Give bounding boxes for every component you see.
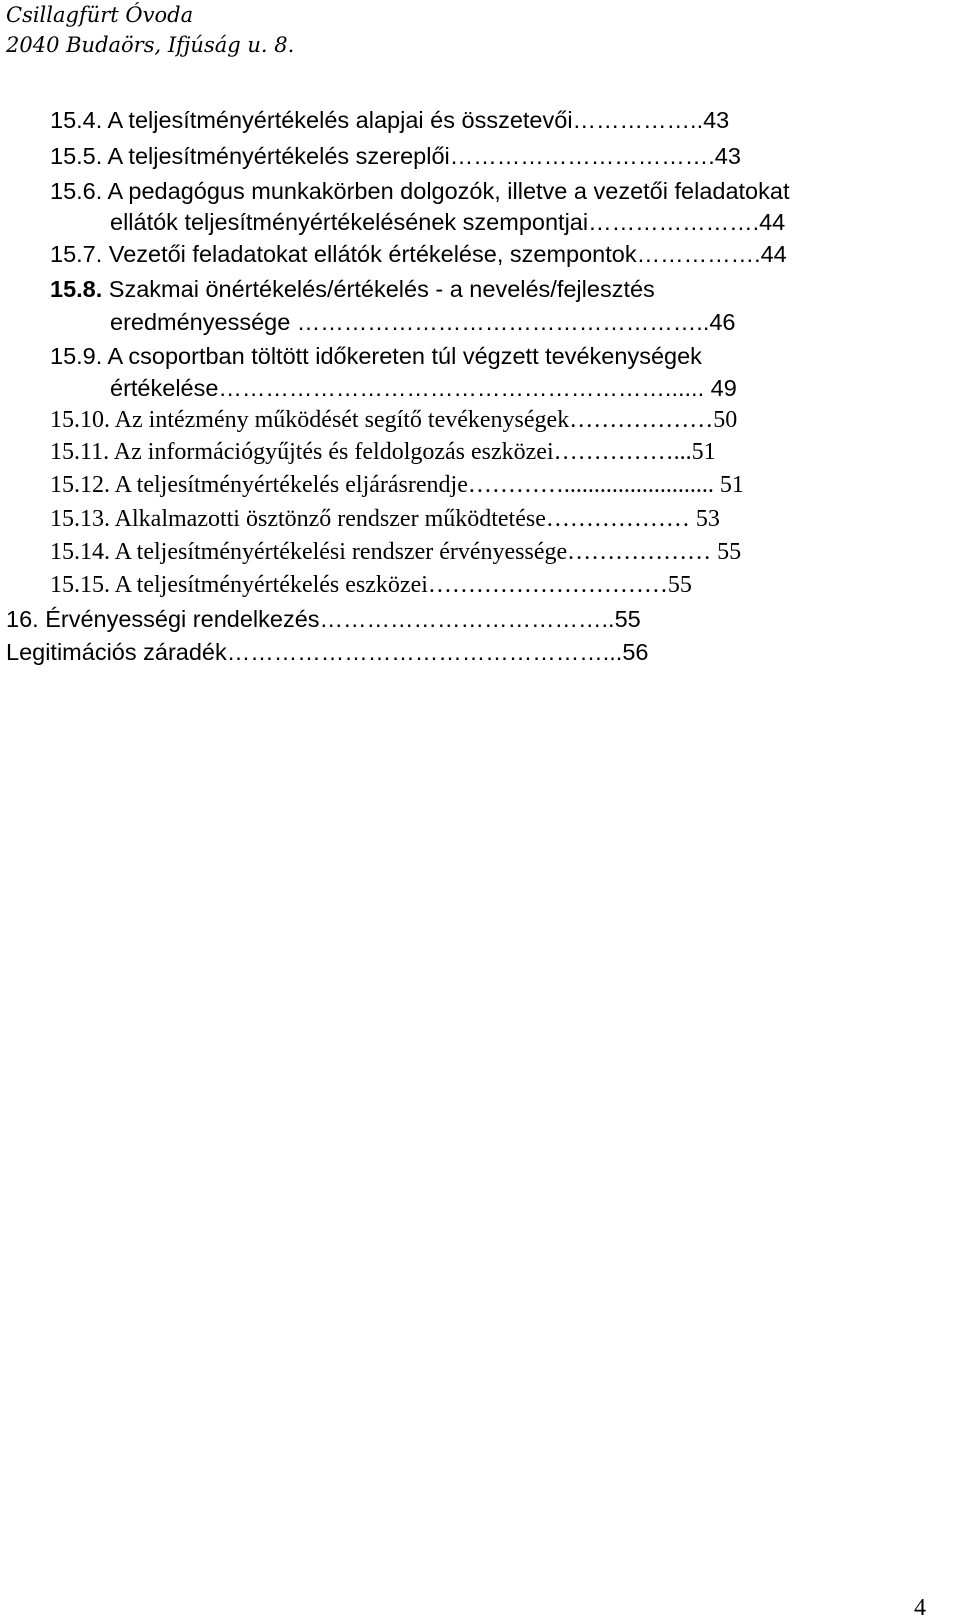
toc-entry-15-10 [50,404,737,436]
toc-entry-legitimacy-clause [6,636,648,668]
toc-number: 15.14. [50,539,110,565]
toc-title: Vezetői feladatokat ellátók értékelése, szempontok…………….44 [102,241,787,267]
toc-entry-15-4 [50,104,729,136]
document-header [6,0,294,60]
toc-entry-15-14 [50,536,741,568]
toc-number: 15.11. [50,439,110,465]
page-number: 4 [914,1595,926,1621]
toc-title: ellátók teljesítményértékelésének szempontjai………………….44 [110,209,786,235]
toc-title: eredményessége ……………………………………………..46 [110,309,736,335]
toc-number: 15.7. [50,241,103,267]
toc-number: 15.12. [50,472,110,498]
header-organization-name: Csillagfürt Óvoda [6,3,194,27]
toc-title: A teljesítményértékelés eszközei…………………………55 [110,572,692,598]
toc-number: 15.10. [50,407,110,433]
toc-entry-15-9 [50,340,702,372]
toc-entry-15-9-continued [110,372,737,404]
toc-title: Szakmai önértékelés/értékelés - a nevelés/fejlesztés [102,276,655,302]
toc-entry-15-6 [50,175,789,207]
toc-entry-15-13 [50,503,720,535]
toc-title: A teljesítményértékelés szereplői…………………………….43 [102,143,741,169]
toc-number: 15.15. [50,572,110,598]
toc-title: Az intézmény működését segítő tevékenységek………………50 [110,407,738,433]
toc-title: Alkalmazotti ösztönző rendszer működtetése……………… 53 [110,506,720,532]
toc-number: 15.9. [50,343,103,369]
toc-number: 15.6. [50,178,103,204]
toc-entry-15-12 [50,469,744,501]
toc-title: A csoportban töltött időkereten túl végzett tevékenységek [102,343,702,369]
toc-title: A pedagógus munkakörben dolgozók, illetve a vezetői feladatokat [102,178,790,204]
toc-number: 16. [6,606,39,632]
toc-title: Érvényességi rendelkezés………………………………..55 [38,606,641,632]
toc-entry-15-5 [50,140,741,172]
toc-title: Az információgyűjtés és feldolgozás eszközei……………...51 [109,439,716,465]
toc-entry-15-7 [50,238,787,270]
toc-number: 15.13. [50,506,110,532]
toc-number: 15.5. [50,143,103,169]
toc-entry-15-8-continued [110,306,736,338]
toc-title: értékelése…………………………………………………...... 49 [110,375,737,401]
toc-number: 15.4. [50,107,103,133]
toc-title: A teljesítményértékelési rendszer érvényessége……………… 55 [110,539,742,565]
toc-title: Legitimációs záradék…………………………………………...56 [6,639,649,665]
header-address: 2040 Budaörs, Ifjúság u. 8. [6,33,295,57]
toc-title: A teljesítményértékelés alapjai és összetevői……………..43 [102,107,730,133]
toc-entry-16 [6,603,641,635]
toc-entry-15-8 [50,273,655,305]
toc-entry-15-6-continued [110,206,785,238]
toc-entry-15-11 [50,436,716,468]
toc-number: 15.8. [50,276,103,302]
toc-title: A teljesítményértékelés eljárásrendje…………......................... 51 [110,472,744,498]
toc-entry-15-15 [50,569,692,601]
